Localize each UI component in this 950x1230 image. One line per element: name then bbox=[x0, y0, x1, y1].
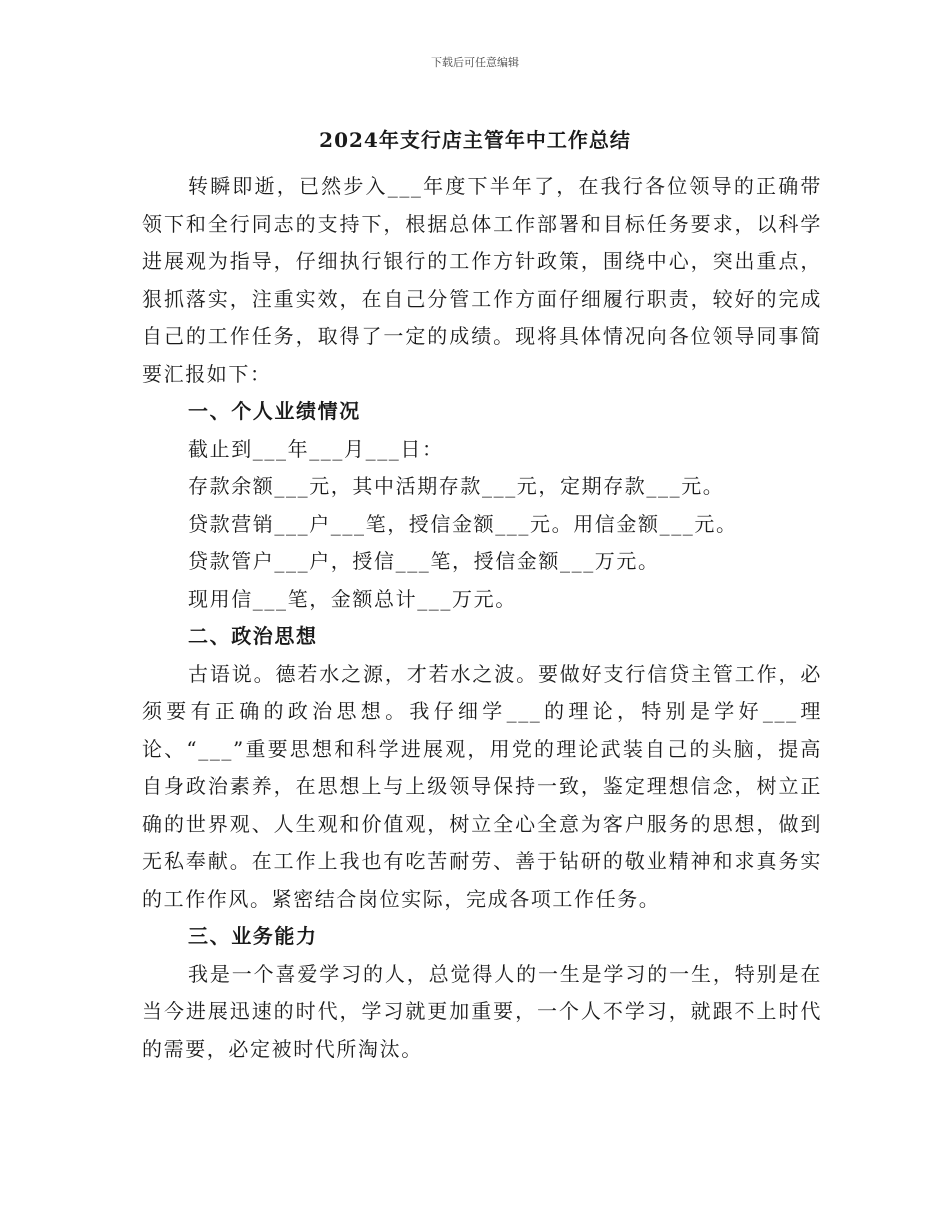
intro-paragraph: 转瞬即逝，已然步入___年度下半年了，在我行各位领导的正确带领下和全行同志的支持下，根据总体工作部署和目标任务要求，以科学进展观为指导，仔细执行银行的工作方针政策，围绕中心，突出重点，狠抓落实，注重实效，在自己分管工作方面仔细履行职责，较好的完成自己的工作任务，取得了一定的成绩。现将具体情况向各位领导同事简要汇报如下： bbox=[142, 174, 822, 386]
performance-line: 存款余额___元，其中活期存款___元，定期存款___元。 bbox=[188, 474, 725, 498]
performance-line: 现用信___笔，金额总计___万元。 bbox=[188, 586, 517, 611]
document-body bbox=[142, 168, 822, 1068]
header-note: 下载后可任意编辑 bbox=[431, 56, 519, 69]
section-heading-performance: 一、个人业绩情况 bbox=[188, 399, 361, 423]
performance-line: 贷款营销___户___笔，授信金额___元。用信金额___元。 bbox=[188, 511, 738, 536]
section-heading-politics: 二、政治思想 bbox=[188, 624, 318, 648]
document-title: 2024年支行店主管年中工作总结 bbox=[319, 128, 631, 152]
performance-line: 截止到___年___月___日： bbox=[188, 436, 444, 461]
politics-paragraph: 古语说。德若水之源，才若水之波。要做好支行信贷主管工作，必须要有正确的政治思想。我仔细学___的理论，特别是学好___理论、“___”重要思想和科学进展观，用党的理论武装自己的头脑，提高自身政治素养，在思想上与上级领导保持一致，鉴定理想信念，树立正确的世界观、人生观和价值观，树立全心全意为客户服务的思想，做到无私奉献。在工作上我也有吃苦耐劳、善于钻研的敬业精神和求真务实的工作作风。紧密结合岗位实际，完成各项工作任务。 bbox=[142, 661, 822, 911]
section-heading-ability: 三、业务能力 bbox=[188, 924, 318, 948]
ability-paragraph: 我是一个喜爱学习的人，总觉得人的一生是学习的一生，特别是在当今进展迅速的时代，学习就更加重要，一个人不学习，就跟不上时代的需要，必定被时代所淘汰。 bbox=[142, 961, 822, 1061]
performance-line: 贷款管户___户，授信___笔，授信金额___万元。 bbox=[188, 549, 660, 573]
